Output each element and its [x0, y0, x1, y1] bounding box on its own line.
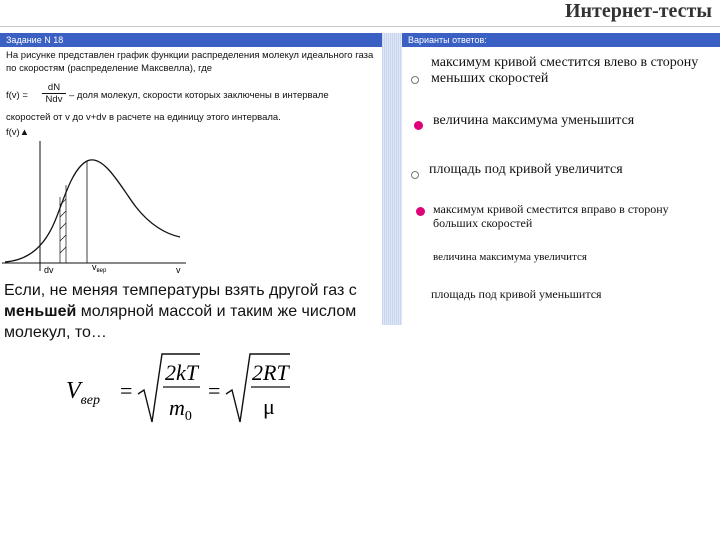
answer-4-radio-selected[interactable] — [416, 207, 425, 216]
answer-1-radio[interactable] — [411, 76, 419, 84]
answer-5-line1: величина максимума увеличится — [433, 251, 587, 263]
answer-1-line1: максимум кривой сместится влево в сторону — [431, 55, 699, 70]
formula-eq-1: = — [120, 378, 133, 403]
answer-6-line1: площадь под кривой уменьшится — [431, 287, 602, 301]
y-axis-label-text: f(v) — [6, 127, 20, 138]
question-part1: Если, не меняя температуры взять другой газ с — [4, 282, 357, 299]
formula-lhs-sub: вер — [80, 393, 100, 408]
header-divider — [0, 26, 720, 27]
answers-header: Варианты ответов: — [402, 33, 720, 47]
answer-4-line1: максимум кривой сместится вправо в сторону — [433, 202, 669, 216]
formula-eq-2: = — [208, 378, 221, 403]
task-continuation: скоростей от v до v+dv в расчете на единицу этого интервала. — [6, 112, 281, 123]
answer-2-line1: величина максимума уменьшится — [433, 113, 635, 128]
fv-label: f(v) = — [6, 90, 28, 101]
vver-label — [92, 262, 107, 274]
answer-4[interactable] — [433, 202, 719, 230]
shaded-strip — [60, 185, 66, 263]
fraction-denominator: Ndv — [45, 94, 63, 105]
panel-divider — [382, 33, 402, 325]
answer-6[interactable] — [431, 287, 602, 301]
vver-label-main: v — [92, 262, 97, 272]
fraction-description: – доля молекул, скорости которых заключены в интервале — [69, 90, 329, 101]
formula-den-1-m: m — [169, 395, 185, 420]
y-axis-label: f(v)▲ — [6, 127, 30, 138]
formula-den-1-sub: 0 — [184, 409, 192, 424]
answer-3[interactable] — [429, 162, 623, 178]
maxwell-graph — [0, 141, 190, 276]
question-bold: меньшей — [4, 303, 77, 320]
formula-den-1 — [169, 395, 192, 424]
formula-lhs — [66, 378, 100, 408]
task-intro — [6, 49, 376, 75]
formula-num-2: 2RT — [252, 360, 289, 385]
answer-1[interactable] — [431, 55, 719, 87]
distribution-curve — [5, 160, 180, 262]
answer-1-line2: меньших скоростей — [431, 71, 549, 86]
question-part2: молярной массой и таким же числом молекул, то… — [4, 303, 357, 341]
question-text — [4, 280, 376, 343]
task-intro-text: На рисунке представлен график функции распределения молекул идеального газа по скоростям (распределение Максвелла), где — [6, 50, 374, 74]
answer-3-line1: площадь под кривой увеличится — [429, 162, 623, 177]
vver-label-sub: вер — [96, 268, 107, 274]
slide-title: Интернет-тесты — [564, 0, 712, 22]
formula-den-2: μ — [263, 394, 275, 419]
dv-label: dv — [44, 265, 54, 275]
fraction-numerator: dN — [42, 82, 66, 94]
formula-num-1: 2kT — [165, 360, 198, 385]
answer-2[interactable] — [433, 113, 634, 129]
task-panel — [0, 33, 382, 273]
distribution-definition — [6, 82, 382, 110]
v-axis-label: v — [176, 265, 181, 275]
formula-lhs-v: V — [66, 378, 81, 404]
dn-fraction — [42, 82, 66, 106]
answer-3-radio[interactable] — [411, 171, 419, 179]
answer-2-radio-selected[interactable] — [414, 121, 423, 130]
task-header: Задание N 18 — [0, 33, 382, 47]
answer-4-line2: больших скоростей — [433, 216, 533, 230]
answer-5[interactable] — [433, 251, 587, 264]
vver-formula — [58, 350, 298, 430]
